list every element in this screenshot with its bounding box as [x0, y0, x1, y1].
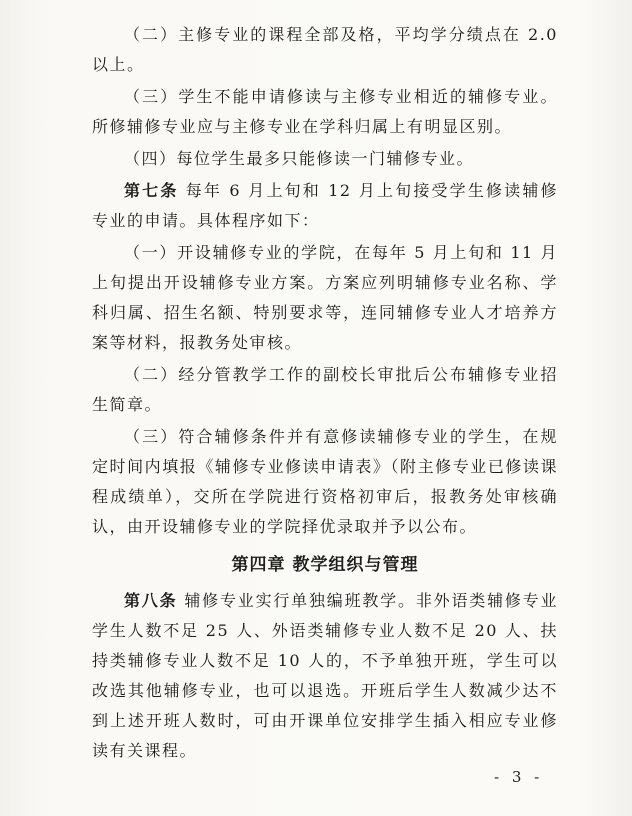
article-8-text: 辅修专业实行单独编班教学。非外语类辅修专业学生人数不足 25 人、外语类辅修专业人数不足 20 人、扶持类辅修专业人数不足 10 人的，不予单独开班，学生可以改选其他辅修专业，也可以退选。开班后学生人数减少达不到上述开班人数时，可由开课单位安排学生插入相应专业修读有关课程。	[92, 591, 558, 760]
paragraph-item-2-3: （三）学生不能申请修读与主修专业相近的辅修专业。所修辅修专业应与主修专业在学科归属上有明显区别。	[92, 87, 558, 136]
article-7-heading: 第七条	[124, 181, 179, 200]
paragraph-item-7-2: （二）经分管教学工作的副校长审批后公布辅修专业招生简章。	[92, 365, 558, 414]
paragraph-item-7-1: （一）开设辅修专业的学院，在每年 5 月上旬和 11 月上旬提出开设辅修专业方案。方案应列明辅修专业名称、学科归属、招生名额、特别要求等，连同辅修专业人才培养方案等材料，报教务处审核。	[92, 243, 558, 352]
document-body	[92, 20, 558, 768]
page-number: - 3 -	[494, 768, 544, 786]
paragraph-item-7-3: （三）符合辅修条件并有意修读辅修专业的学生，在规定时间内填报《辅修专业修读申请表》（附主修专业已修读课程成绩单），交所在学院进行资格初审后，报教务处审核确认，由开设辅修专业的学院择优录取并予以公布。	[92, 427, 558, 536]
article-7-text: 每年 6 月上旬和 12 月上旬接受学生修读辅修专业的申请。具体程序如下：	[92, 181, 558, 230]
article-8	[92, 586, 558, 766]
article-7	[92, 176, 558, 236]
paragraph-item-2-4: （四）每位学生最多只能修读一门辅修专业。	[124, 149, 475, 168]
article-8-heading: 第八条	[124, 591, 178, 610]
paragraph-item-2-2: （二）主修专业的课程全部及格，平均学分绩点在 2.0 以上。	[92, 25, 558, 74]
chapter-4-title: 第四章 教学组织与管理	[231, 555, 419, 575]
